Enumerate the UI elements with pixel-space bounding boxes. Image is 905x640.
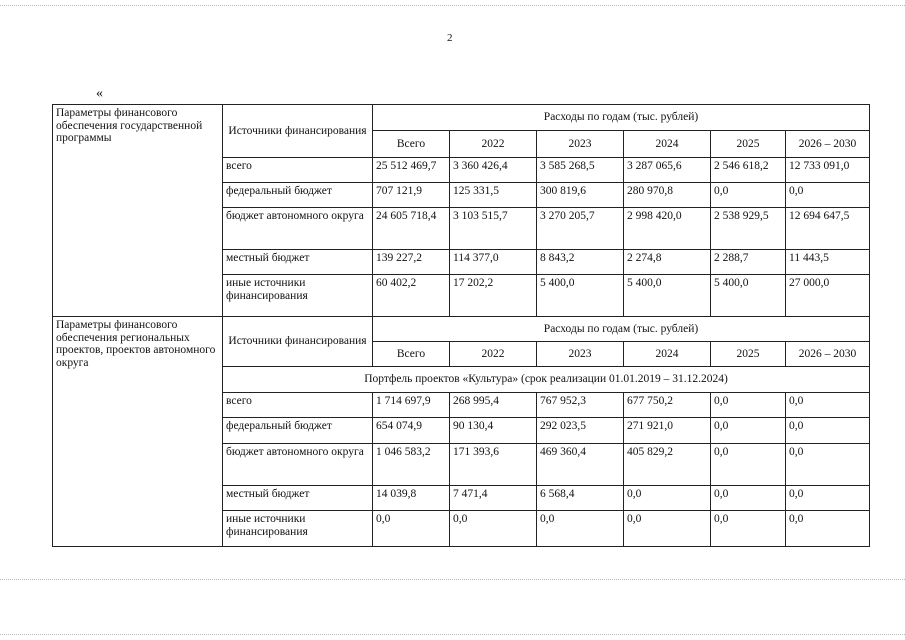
value-cell: 90 130,4	[450, 418, 537, 444]
value-cell: 171 393,6	[450, 444, 537, 486]
value-cell: 2 998 420,0	[624, 208, 711, 250]
value-cell: 3 585 268,5	[537, 158, 624, 183]
value-cell: 2 546 618,2	[711, 158, 786, 183]
value-cell: 0,0	[786, 183, 870, 208]
value-cell: 114 377,0	[450, 250, 537, 275]
value-cell: 271 921,0	[624, 418, 711, 444]
value-cell: 0,0	[624, 486, 711, 511]
value-cell: 25 512 469,7	[373, 158, 450, 183]
opening-quote-mark: «	[96, 86, 103, 101]
column-header: 2024	[624, 131, 711, 158]
source-label: иные источники финансирования	[223, 275, 373, 317]
value-cell: 5 400,0	[711, 275, 786, 317]
value-cell: 0,0	[537, 511, 624, 547]
source-label: всего	[223, 393, 373, 418]
financing-table	[52, 104, 870, 547]
section1-expenses-header: Расходы по годам (тыс. рублей)	[373, 105, 870, 131]
value-cell: 0,0	[711, 486, 786, 511]
section1-label: Параметры финансового обеспечения государственной программы	[53, 105, 223, 317]
value-cell: 12 733 091,0	[786, 158, 870, 183]
value-cell: 139 227,2	[373, 250, 450, 275]
value-cell: 60 402,2	[373, 275, 450, 317]
value-cell: 0,0	[624, 511, 711, 547]
column-header: 2026 – 2030	[786, 342, 870, 367]
value-cell: 12 694 647,5	[786, 208, 870, 250]
value-cell: 0,0	[373, 511, 450, 547]
value-cell: 17 202,2	[450, 275, 537, 317]
source-label: иные источники финансирования	[223, 511, 373, 547]
value-cell: 0,0	[711, 444, 786, 486]
value-cell: 11 443,5	[786, 250, 870, 275]
column-header: Всего	[373, 131, 450, 158]
source-label: федеральный бюджет	[223, 183, 373, 208]
column-header: Всего	[373, 342, 450, 367]
column-header: 2023	[537, 342, 624, 367]
value-cell: 280 970,8	[624, 183, 711, 208]
value-cell: 767 952,3	[537, 393, 624, 418]
column-header: 2025	[711, 131, 786, 158]
scan-edge-bottom	[0, 579, 905, 580]
value-cell: 0,0	[786, 418, 870, 444]
value-cell: 24 605 718,4	[373, 208, 450, 250]
source-label: федеральный бюджет	[223, 418, 373, 444]
value-cell: 0,0	[450, 511, 537, 547]
value-cell: 0,0	[711, 393, 786, 418]
value-cell: 0,0	[711, 183, 786, 208]
scan-edge-footer	[0, 634, 905, 635]
column-header: 2026 – 2030	[786, 131, 870, 158]
portfolio-title: Портфель проектов «Культура» (срок реализации 01.01.2019 – 31.12.2024)	[223, 367, 870, 393]
value-cell: 654 074,9	[373, 418, 450, 444]
section2-sources-header: Источники финансирования	[223, 317, 373, 367]
value-cell: 3 270 205,7	[537, 208, 624, 250]
value-cell: 2 538 929,5	[711, 208, 786, 250]
section1-sources-header: Источники финансирования	[223, 105, 373, 158]
value-cell: 0,0	[711, 418, 786, 444]
value-cell: 300 819,6	[537, 183, 624, 208]
column-header: 2025	[711, 342, 786, 367]
section2-label: Параметры финансового обеспечения региональных проектов, проектов автономного округа	[53, 317, 223, 547]
value-cell: 268 995,4	[450, 393, 537, 418]
value-cell: 3 103 515,7	[450, 208, 537, 250]
source-label: всего	[223, 158, 373, 183]
value-cell: 8 843,2	[537, 250, 624, 275]
value-cell: 1 046 583,2	[373, 444, 450, 486]
source-label: бюджет автономного округа	[223, 444, 373, 486]
value-cell: 0,0	[786, 486, 870, 511]
value-cell: 405 829,2	[624, 444, 711, 486]
value-cell: 0,0	[786, 511, 870, 547]
section2-header-row	[53, 317, 870, 342]
value-cell: 292 023,5	[537, 418, 624, 444]
value-cell: 3 360 426,4	[450, 158, 537, 183]
source-label: местный бюджет	[223, 486, 373, 511]
value-cell: 125 331,5	[450, 183, 537, 208]
value-cell: 5 400,0	[537, 275, 624, 317]
column-header: 2024	[624, 342, 711, 367]
value-cell: 707 121,9	[373, 183, 450, 208]
value-cell: 7 471,4	[450, 486, 537, 511]
value-cell: 14 039,8	[373, 486, 450, 511]
value-cell: 0,0	[786, 444, 870, 486]
section2-expenses-header: Расходы по годам (тыс. рублей)	[373, 317, 870, 342]
scan-edge-top	[0, 5, 905, 6]
column-header: 2023	[537, 131, 624, 158]
section1-header-row	[53, 105, 870, 131]
value-cell: 677 750,2	[624, 393, 711, 418]
value-cell: 27 000,0	[786, 275, 870, 317]
column-header: 2022	[450, 342, 537, 367]
value-cell: 3 287 065,6	[624, 158, 711, 183]
value-cell: 0,0	[711, 511, 786, 547]
value-cell: 0,0	[786, 393, 870, 418]
value-cell: 5 400,0	[624, 275, 711, 317]
value-cell: 6 568,4	[537, 486, 624, 511]
source-label: местный бюджет	[223, 250, 373, 275]
value-cell: 1 714 697,9	[373, 393, 450, 418]
page-number: 2	[447, 32, 453, 44]
value-cell: 2 288,7	[711, 250, 786, 275]
column-header: 2022	[450, 131, 537, 158]
source-label: бюджет автономного округа	[223, 208, 373, 250]
value-cell: 469 360,4	[537, 444, 624, 486]
value-cell: 2 274,8	[624, 250, 711, 275]
